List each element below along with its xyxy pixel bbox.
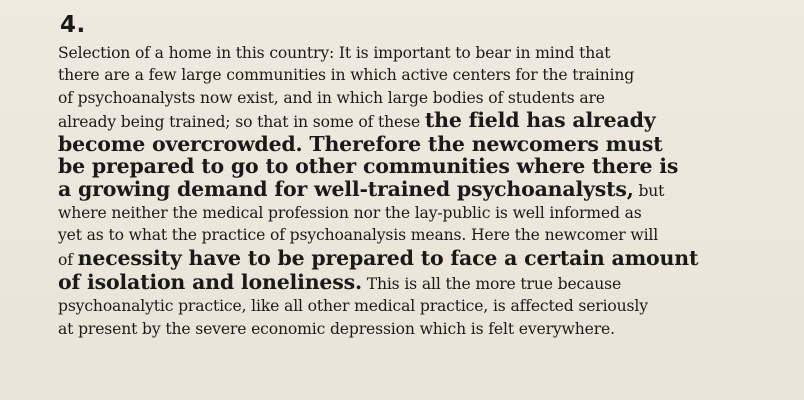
emphasis-field-overcrowded: the field has already [424,107,656,132]
text-line-12: psychoanalytic practice, like all other medical practice, is affected seriously [58,297,648,316]
text-line-11-regular: This is all the more true because [361,274,622,293]
text-line-10-regular: of [58,250,78,269]
text-line-4-regular: already being trained; so that in some of these [58,112,425,131]
text-line-13: at present by the severe economic depression which is felt everywhere. [58,319,615,338]
emphasis-growing-demand: a growing demand for well-trained psychoanalysts, [58,176,634,201]
text-line-1: Selection of a home in this country: It is important to bear in mind that [58,44,611,62]
text-line-10 [58,247,798,271]
emphasis-isolation-loneliness: of isolation and loneliness. [58,269,362,294]
text-line-8: where neither the medical profession nor the lay-public is well informed as [58,204,642,223]
text-line-9: yet as to what the practice of psychoanalysis means. Here the newcomer will [58,226,659,245]
text-line-4 [58,109,798,133]
text-line-11 [58,271,798,295]
section-number: 4. [60,12,86,38]
body-paragraph [58,42,798,340]
document-page [58,12,798,340]
text-line-7-regular: but [633,181,665,200]
text-line-2: there are a few large communities in which active centers for the training [58,66,635,85]
emphasis-necessity: necessity have to be prepared to face a certain amount [77,245,699,270]
text-line-7 [58,178,798,202]
emphasis-line-6: be prepared to go to other communities where there is [58,154,679,179]
emphasis-line-5: become overcrowded. Therefore the newcomers must [58,132,663,157]
text-line-3: of psychoanalysts now exist, and in which large bodies of students are [58,88,605,107]
